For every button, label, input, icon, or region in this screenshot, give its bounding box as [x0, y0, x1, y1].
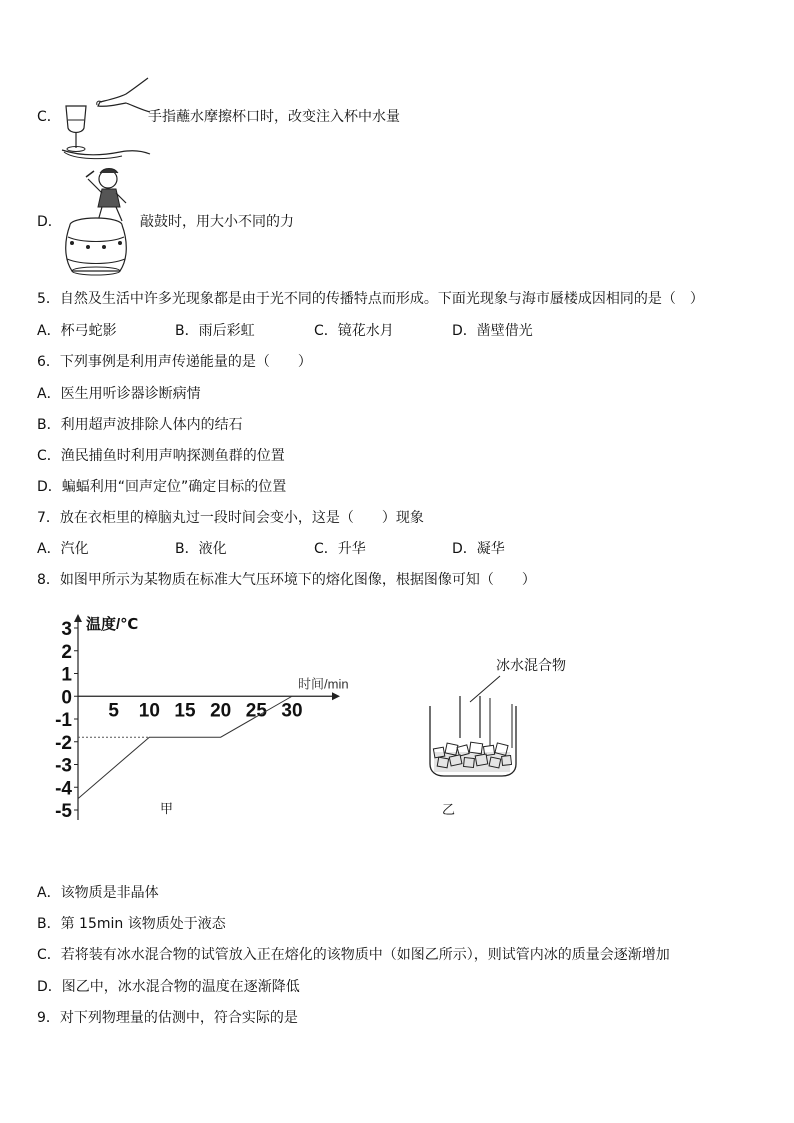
x-axis-label: 时间/min — [298, 676, 349, 692]
figure-yi-label: 乙 — [442, 802, 456, 817]
label-leader-line — [470, 676, 500, 702]
melting-chart — [40, 610, 380, 826]
x-axis-arrow — [332, 692, 340, 700]
q8-option-c: C．若将装有冰水混合物的试管放入正在熔化的该物质中（如图乙所示），则试管内冰的质量会逐渐增加 — [37, 947, 670, 963]
q4-option-d-text: 敲鼓时，用大小不同的力 — [140, 214, 294, 230]
q5-option-c: C．镜花水月 — [314, 323, 394, 339]
q6-option-a: A．医生用听诊器诊断病情 — [37, 386, 201, 402]
ice-water-beaker-figure — [420, 648, 580, 824]
q7-option-b: B．液化 — [175, 541, 227, 557]
x-tick-label: 20 — [210, 700, 232, 722]
y-tick-label: -2 — [55, 732, 72, 754]
x-tick-label: 15 — [174, 700, 196, 722]
q7-option-d: D．凝华 — [452, 541, 505, 557]
q5-option-a: A．杯弓蛇影 — [37, 323, 117, 339]
q4-option-d-label: D． — [37, 214, 62, 230]
x-tick-label: 10 — [138, 700, 160, 722]
q8-option-a: A．该物质是非晶体 — [37, 885, 159, 901]
q8-stem: 8．如图甲所示为某物质在标准大气压环境下的熔化图像，根据图像可知（ ） — [37, 572, 536, 588]
wine-glass-illustration — [60, 76, 152, 160]
y-tick-label: -3 — [55, 755, 72, 777]
x-tick-label: 30 — [281, 700, 303, 722]
q7-option-a: A．汽化 — [37, 541, 89, 557]
y-tick-label: -4 — [55, 778, 72, 800]
q6-option-d: D．蝙蝠利用“回声定位”确定目标的位置 — [37, 479, 287, 495]
y-tick-label: -1 — [55, 710, 72, 731]
q4-option-c-label: C． — [37, 109, 61, 125]
y-tick-label: 0 — [61, 687, 72, 709]
q7-stem: 7．放在衣柜里的樟脑丸过一段时间会变小，这是（ ）现象 — [37, 510, 424, 526]
q8-option-d: D．图乙中，冰水混合物的温度在逐渐降低 — [37, 979, 300, 995]
x-tick-label: 5 — [108, 700, 119, 722]
ice-water-label: 冰水混合物 — [496, 657, 566, 673]
q6-option-c: C．渔民捕鱼时利用声呐探测鱼群的位置 — [37, 448, 285, 464]
y-tick-label: -5 — [55, 801, 72, 822]
x-tick-label: 25 — [245, 700, 267, 722]
y-tick-label: 2 — [61, 641, 72, 663]
y-tick-label: 1 — [61, 664, 72, 686]
drum-illustration — [58, 163, 142, 279]
y-axis-label: 温度/℃ — [86, 616, 139, 633]
q5-stem: 5．自然及生活中许多光现象都是由于光不同的传播特点而形成。下面光现象与海市蜃楼成因相同的是（ ） — [37, 291, 704, 307]
figure-jia-label: 甲 — [160, 801, 174, 816]
q5-option-d: D．凿壁借光 — [452, 323, 533, 339]
q4-option-c-text: 手指蘸水摩擦杯口时，改变注入杯中水量 — [148, 109, 400, 125]
y-tick-label: 3 — [61, 619, 72, 640]
q6-option-b: B．利用超声波排除人体内的结石 — [37, 417, 243, 433]
q6-stem: 6．下列事例是利用声传递能量的是（ ） — [37, 354, 312, 370]
q9-stem: 9．对下列物理量的估测中，符合实际的是 — [37, 1010, 298, 1026]
q5-option-b: B．雨后彩虹 — [175, 323, 255, 339]
q7-option-c: C．升华 — [314, 541, 366, 557]
q8-option-b: B．第 15min 该物质处于液态 — [37, 916, 226, 932]
y-axis-arrow — [74, 614, 82, 622]
